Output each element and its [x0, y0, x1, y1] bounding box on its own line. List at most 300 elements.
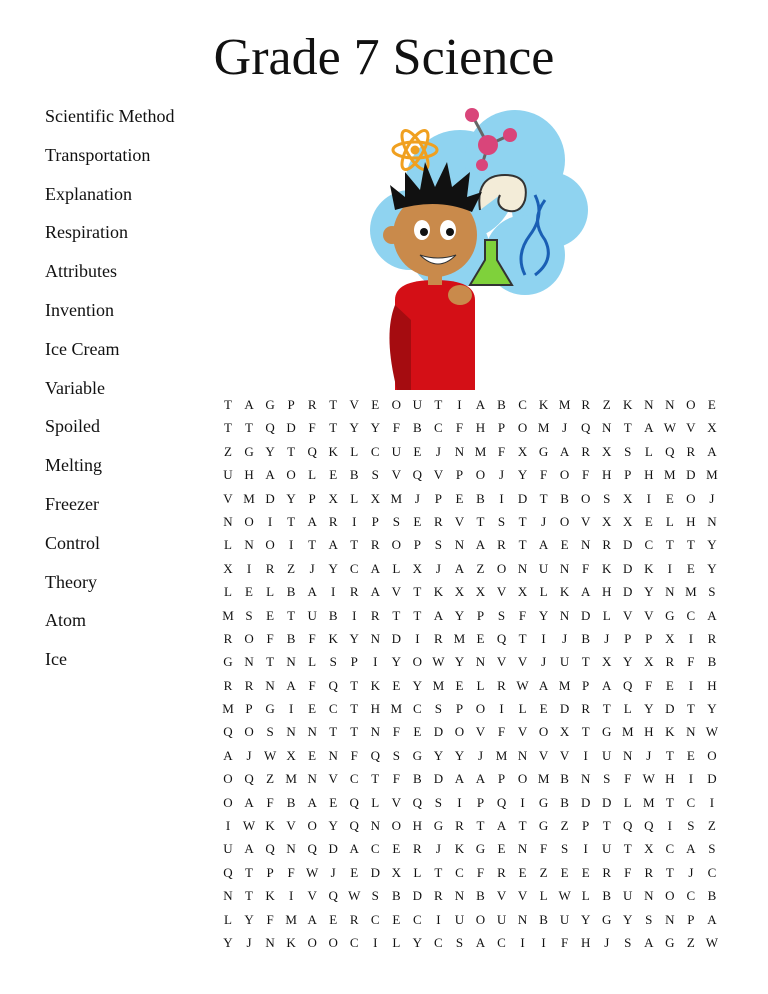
- grid-letter: T: [224, 420, 232, 436]
- grid-letter: Q: [223, 724, 233, 740]
- word-list-item: Attributes: [45, 261, 117, 282]
- grid-letter: S: [371, 467, 379, 483]
- grid-letter: H: [580, 934, 591, 950]
- grid-letter: H: [370, 701, 380, 717]
- grid-letter: N: [286, 654, 296, 670]
- word-list-item: Invention: [45, 299, 114, 320]
- grid-letter: O: [223, 794, 233, 810]
- grid-letter: N: [665, 584, 675, 600]
- grid-letter: X: [559, 724, 570, 740]
- grid-letter: Q: [496, 794, 507, 810]
- grid-letter: A: [328, 537, 338, 553]
- grid-letter: A: [244, 397, 254, 412]
- grid-letter: G: [602, 911, 612, 927]
- grid-letter: I: [709, 794, 715, 810]
- grid-letter: F: [645, 677, 653, 693]
- grid-letter: V: [559, 747, 570, 763]
- grid-letter: T: [518, 630, 527, 646]
- grid-letter: O: [559, 467, 570, 483]
- grid-letter: T: [623, 420, 632, 436]
- grid-letter: I: [667, 560, 672, 576]
- grid-letter: P: [645, 630, 653, 646]
- grid-letter: I: [583, 841, 588, 857]
- grid-letter: X: [475, 584, 486, 600]
- grid-letter: Y: [286, 490, 296, 506]
- grid-letter: S: [645, 911, 653, 927]
- grid-letter: T: [371, 771, 380, 787]
- grid-letter: J: [477, 747, 483, 763]
- grid-letter: B: [476, 490, 485, 506]
- grid-letter: E: [581, 864, 590, 880]
- grid-letter: I: [646, 490, 651, 506]
- grid-letter: L: [476, 677, 485, 693]
- grid-letter: I: [225, 818, 231, 834]
- grid-letter: N: [328, 747, 338, 763]
- grid-letter: V: [328, 771, 338, 787]
- grid-letter: F: [539, 841, 548, 857]
- grid-letter: A: [244, 794, 254, 810]
- grid-letter: W: [306, 864, 319, 880]
- grid-letter: O: [454, 724, 465, 740]
- grid-letter: I: [288, 888, 294, 904]
- grid-letter: V: [517, 654, 528, 670]
- grid-letter: O: [475, 701, 486, 717]
- grid-letter: T: [329, 420, 338, 436]
- grid-letter: Z: [560, 818, 569, 834]
- grid-letter: N: [517, 911, 528, 927]
- grid-letter: B: [602, 888, 612, 904]
- grid-letter: U: [391, 443, 401, 459]
- grid-letter: S: [497, 607, 506, 623]
- grid-letter: J: [435, 841, 441, 857]
- grid-letter: X: [644, 654, 654, 670]
- grid-letter: S: [434, 701, 442, 717]
- grid-letter: M: [685, 584, 697, 600]
- grid-letter: Y: [370, 420, 380, 436]
- grid-letter: B: [286, 584, 296, 600]
- grid-letter: H: [707, 677, 717, 693]
- grid-letter: F: [497, 724, 506, 740]
- word-list-item: Ice: [45, 649, 67, 670]
- grid-letter: Y: [328, 560, 338, 576]
- grid-letter: T: [413, 584, 422, 600]
- grid-letter: C: [518, 397, 527, 412]
- grid-letter: Y: [580, 911, 591, 927]
- grid-letter: C: [686, 794, 696, 810]
- grid-letter: D: [370, 864, 380, 880]
- grid-letter: O: [475, 911, 486, 927]
- grid-letter: E: [392, 677, 401, 693]
- grid-letter: U: [623, 888, 633, 904]
- grid-letter: A: [707, 443, 717, 459]
- grid-letter: E: [560, 537, 569, 553]
- grid-letter: G: [665, 934, 675, 950]
- grid-letter: M: [285, 771, 297, 787]
- grid-letter: T: [623, 841, 632, 857]
- grid-letter: Y: [454, 607, 465, 623]
- grid-letter: T: [686, 701, 695, 717]
- grid-letter: D: [433, 724, 444, 740]
- grid-letter: F: [518, 607, 527, 623]
- grid-letter: F: [266, 911, 274, 927]
- grid-letter: P: [624, 630, 632, 646]
- grid-letter: I: [288, 537, 294, 553]
- grid-letter: R: [370, 607, 380, 623]
- grid-letter: P: [434, 490, 442, 506]
- grid-letter: Y: [391, 654, 401, 670]
- grid-letter: L: [266, 584, 275, 600]
- grid-letter: B: [560, 794, 569, 810]
- grid-letter: V: [496, 584, 507, 600]
- grid-letter: D: [623, 537, 633, 553]
- grid-letter: O: [517, 771, 528, 787]
- grid-letter: P: [413, 537, 421, 553]
- grid-letter: X: [517, 443, 528, 459]
- grid-letter: A: [496, 818, 507, 834]
- grid-letter: P: [582, 818, 590, 834]
- word-list-item: Explanation: [45, 183, 132, 204]
- grid-letter: N: [644, 888, 654, 904]
- grid-letter: D: [328, 841, 338, 857]
- grid-letter: J: [541, 513, 547, 529]
- grid-letter: V: [538, 747, 549, 763]
- grid-letter: C: [413, 701, 422, 717]
- grid-letter: M: [390, 490, 403, 506]
- grid-letter: A: [475, 934, 486, 950]
- grid-letter: Z: [539, 864, 548, 880]
- grid-letter: M: [222, 701, 234, 717]
- grid-letter: I: [520, 934, 525, 950]
- grid-letter: A: [433, 607, 444, 623]
- grid-letter: O: [244, 630, 254, 646]
- grid-letter: R: [581, 397, 590, 412]
- grid-letter: T: [350, 724, 359, 740]
- grid-letter: J: [562, 630, 568, 646]
- grid-letter: G: [265, 397, 275, 412]
- grid-letter: Y: [623, 911, 633, 927]
- grid-letter: M: [453, 630, 466, 646]
- grid-letter: X: [412, 560, 423, 576]
- grid-letter: G: [412, 747, 423, 763]
- grid-letter: N: [307, 771, 317, 787]
- grid-letter: U: [602, 747, 612, 763]
- grid-letter: L: [371, 794, 380, 810]
- grid-letter: F: [624, 864, 632, 880]
- grid-letter: L: [308, 654, 317, 670]
- grid-letter: B: [707, 888, 717, 904]
- grid-letter: R: [223, 677, 233, 693]
- grid-letter: L: [581, 888, 590, 904]
- grid-letter: J: [688, 864, 694, 880]
- grid-letter: M: [558, 677, 571, 693]
- grid-letter: R: [602, 537, 612, 553]
- grid-letter: L: [602, 607, 611, 623]
- grid-letter: T: [686, 537, 695, 553]
- grid-letter: Q: [223, 864, 233, 880]
- grid-letter: N: [454, 537, 465, 553]
- grid-letter: N: [623, 747, 633, 763]
- grid-letter: R: [265, 560, 275, 576]
- grid-letter: N: [602, 420, 612, 436]
- grid-letter: E: [644, 513, 653, 529]
- grid-letter: P: [245, 701, 253, 717]
- grid-letter: M: [537, 771, 550, 787]
- grid-letter: F: [308, 420, 316, 436]
- grid-letter: C: [370, 911, 380, 927]
- grid-letter: W: [242, 818, 256, 834]
- grid-letter: M: [222, 607, 234, 623]
- grid-letter: B: [497, 397, 506, 412]
- grid-letter: Y: [223, 934, 233, 950]
- grid-letter: N: [559, 607, 570, 623]
- grid-letter: X: [370, 490, 380, 506]
- grid-letter: U: [223, 841, 233, 857]
- grid-letter: F: [392, 420, 400, 436]
- grid-letter: Q: [265, 420, 275, 436]
- grid-letter: Y: [517, 467, 528, 483]
- grid-letter: I: [352, 607, 357, 623]
- grid-letter: R: [349, 911, 359, 927]
- grid-letter: B: [560, 771, 569, 787]
- grid-letter: O: [244, 724, 254, 740]
- grid-letter: J: [435, 443, 441, 459]
- grid-letter: E: [329, 794, 338, 810]
- grid-letter: C: [370, 841, 380, 857]
- grid-letter: L: [392, 934, 401, 950]
- grid-letter: X: [602, 443, 612, 459]
- grid-letter: V: [686, 420, 696, 436]
- grid-letter: V: [307, 888, 317, 904]
- grid-letter: D: [686, 467, 696, 483]
- grid-letter: D: [517, 490, 528, 506]
- grid-letter: D: [623, 584, 633, 600]
- grid-letter: R: [707, 630, 717, 646]
- grid-letter: M: [243, 490, 255, 506]
- grid-letter: X: [454, 584, 465, 600]
- grid-letter: E: [308, 747, 317, 763]
- grid-letter: I: [688, 771, 694, 787]
- grid-letter: J: [309, 560, 315, 576]
- grid-letter: Y: [244, 911, 254, 927]
- grid-letter: E: [413, 724, 422, 740]
- grid-letter: B: [539, 911, 548, 927]
- grid-letter: S: [245, 607, 253, 623]
- grid-letter: A: [307, 794, 317, 810]
- grid-letter: N: [265, 677, 275, 693]
- grid-letter: G: [475, 841, 486, 857]
- grid-letter: N: [286, 724, 296, 740]
- grid-letter: V: [496, 888, 507, 904]
- grid-letter: V: [391, 794, 401, 810]
- grid-letter: B: [328, 607, 338, 623]
- grid-letter: X: [286, 747, 296, 763]
- grid-letter: A: [686, 841, 696, 857]
- grid-letter: F: [287, 864, 295, 880]
- grid-letter: N: [370, 724, 380, 740]
- grid-letter: V: [349, 397, 359, 412]
- grid-letter: V: [623, 607, 633, 623]
- grid-letter: Y: [349, 420, 359, 436]
- grid-letter: H: [665, 771, 675, 787]
- grid-letter: Q: [328, 888, 338, 904]
- word-list: [45, 104, 174, 686]
- grid-letter: T: [581, 724, 590, 740]
- grid-letter: K: [623, 397, 633, 412]
- grid-letter: K: [602, 560, 612, 576]
- grid-letter: I: [541, 934, 546, 950]
- grid-letter: K: [265, 888, 275, 904]
- grid-letter: H: [602, 467, 612, 483]
- grid-letter: Z: [707, 818, 716, 834]
- grid-letter: N: [517, 747, 528, 763]
- grid-letter: M: [390, 701, 403, 717]
- grid-letter: Q: [265, 841, 275, 857]
- grid-letter: O: [265, 537, 275, 553]
- grid-letter: Y: [433, 747, 444, 763]
- grid-letter: E: [245, 584, 253, 600]
- grid-letter: M: [621, 724, 634, 740]
- grid-letter: R: [434, 888, 443, 904]
- grid-letter: S: [624, 934, 632, 950]
- grid-letter: S: [266, 724, 274, 740]
- grid-letter: Q: [244, 771, 254, 787]
- grid-letter: R: [434, 513, 443, 529]
- grid-letter: C: [413, 911, 422, 927]
- grid-letter: R: [665, 654, 675, 670]
- grid-letter: A: [580, 584, 591, 600]
- grid-letter: R: [497, 864, 506, 880]
- grid-letter: V: [580, 513, 591, 529]
- grid-letter: E: [413, 443, 422, 459]
- grid-letter: E: [686, 747, 695, 763]
- grid-letter: X: [623, 513, 633, 529]
- grid-letter: X: [707, 420, 717, 436]
- grid-letter: U: [602, 841, 612, 857]
- grid-letter: N: [265, 934, 275, 950]
- grid-letter: T: [413, 607, 422, 623]
- grid-letter: P: [455, 701, 464, 717]
- grid-letter: F: [476, 864, 485, 880]
- grid-letter: X: [644, 841, 654, 857]
- grid-letter: Z: [224, 443, 232, 459]
- grid-letter: W: [558, 888, 571, 904]
- grid-letter: N: [454, 443, 465, 459]
- grid-letter: I: [520, 794, 525, 810]
- grid-letter: R: [244, 677, 254, 693]
- grid-letter: H: [686, 513, 696, 529]
- grid-letter: O: [707, 747, 717, 763]
- grid-letter: Y: [265, 443, 275, 459]
- grid-letter: I: [541, 630, 546, 646]
- grid-letter: N: [644, 397, 654, 412]
- grid-letter: A: [454, 771, 465, 787]
- grid-letter: Q: [370, 747, 380, 763]
- grid-letter: A: [349, 841, 359, 857]
- grid-letter: T: [434, 397, 443, 412]
- grid-letter: G: [265, 701, 275, 717]
- grid-letter: O: [686, 490, 696, 506]
- grid-letter: Y: [707, 560, 717, 576]
- grid-letter: C: [455, 864, 464, 880]
- grid-letter: O: [307, 934, 317, 950]
- grid-letter: V: [517, 888, 528, 904]
- grid-letter: O: [475, 467, 486, 483]
- grid-letter: A: [644, 420, 654, 436]
- grid-letter: B: [349, 467, 359, 483]
- grid-letter: F: [266, 794, 274, 810]
- grid-letter: S: [434, 794, 442, 810]
- grid-letter: T: [350, 701, 359, 717]
- grid-letter: I: [246, 560, 252, 576]
- grid-letter: G: [665, 607, 675, 623]
- grid-letter: O: [223, 771, 233, 787]
- grid-letter: J: [646, 747, 652, 763]
- grid-letter: T: [665, 747, 674, 763]
- grid-letter: Y: [349, 630, 359, 646]
- grid-letter: I: [436, 911, 441, 927]
- grid-letter: Y: [707, 701, 717, 717]
- grid-letter: E: [665, 677, 674, 693]
- grid-letter: O: [686, 397, 696, 412]
- grid-letter: W: [263, 747, 277, 763]
- grid-letter: J: [562, 420, 568, 436]
- grid-letter: T: [665, 794, 674, 810]
- grid-letter: D: [433, 771, 444, 787]
- grid-letter: L: [539, 584, 548, 600]
- grid-letter: T: [518, 818, 527, 834]
- grid-letter: F: [582, 560, 590, 576]
- grid-letter: N: [370, 818, 380, 834]
- grid-letter: W: [432, 654, 445, 670]
- grid-letter: D: [265, 490, 275, 506]
- grid-letter: P: [497, 420, 506, 436]
- grid-letter: C: [434, 934, 443, 950]
- grid-letter: C: [370, 443, 380, 459]
- grid-letter: P: [687, 911, 695, 927]
- grid-letter: I: [583, 747, 588, 763]
- grid-letter: K: [265, 818, 275, 834]
- grid-letter: F: [308, 677, 316, 693]
- grid-letter: P: [371, 513, 379, 529]
- grid-letter: J: [414, 490, 420, 506]
- word-list-item: Control: [45, 532, 101, 553]
- grid-letter: C: [328, 701, 338, 717]
- grid-letter: L: [644, 443, 653, 459]
- grid-letter: A: [265, 467, 275, 483]
- grid-letter: I: [688, 677, 694, 693]
- scientist-boy-illustration: [350, 90, 590, 390]
- word-list-item: Scientific Method: [45, 106, 175, 126]
- grid-letter: M: [643, 794, 655, 810]
- grid-letter: S: [455, 934, 464, 950]
- grid-letter: T: [224, 397, 232, 412]
- grid-letter: S: [687, 818, 695, 834]
- grid-letter: M: [664, 467, 676, 483]
- grid-letter: E: [560, 864, 569, 880]
- grid-letter: K: [370, 677, 380, 693]
- grid-letter: D: [602, 794, 612, 810]
- grid-letter: T: [581, 654, 590, 670]
- grid-letter: O: [538, 724, 549, 740]
- grid-letter: Y: [644, 584, 654, 600]
- grid-letter: A: [475, 771, 486, 787]
- grid-letter: P: [624, 467, 632, 483]
- grid-letter: M: [537, 420, 550, 436]
- grid-letter: O: [286, 467, 296, 483]
- grid-letter: Z: [476, 560, 485, 576]
- grid-letter: E: [371, 397, 380, 412]
- grid-letter: U: [559, 654, 570, 670]
